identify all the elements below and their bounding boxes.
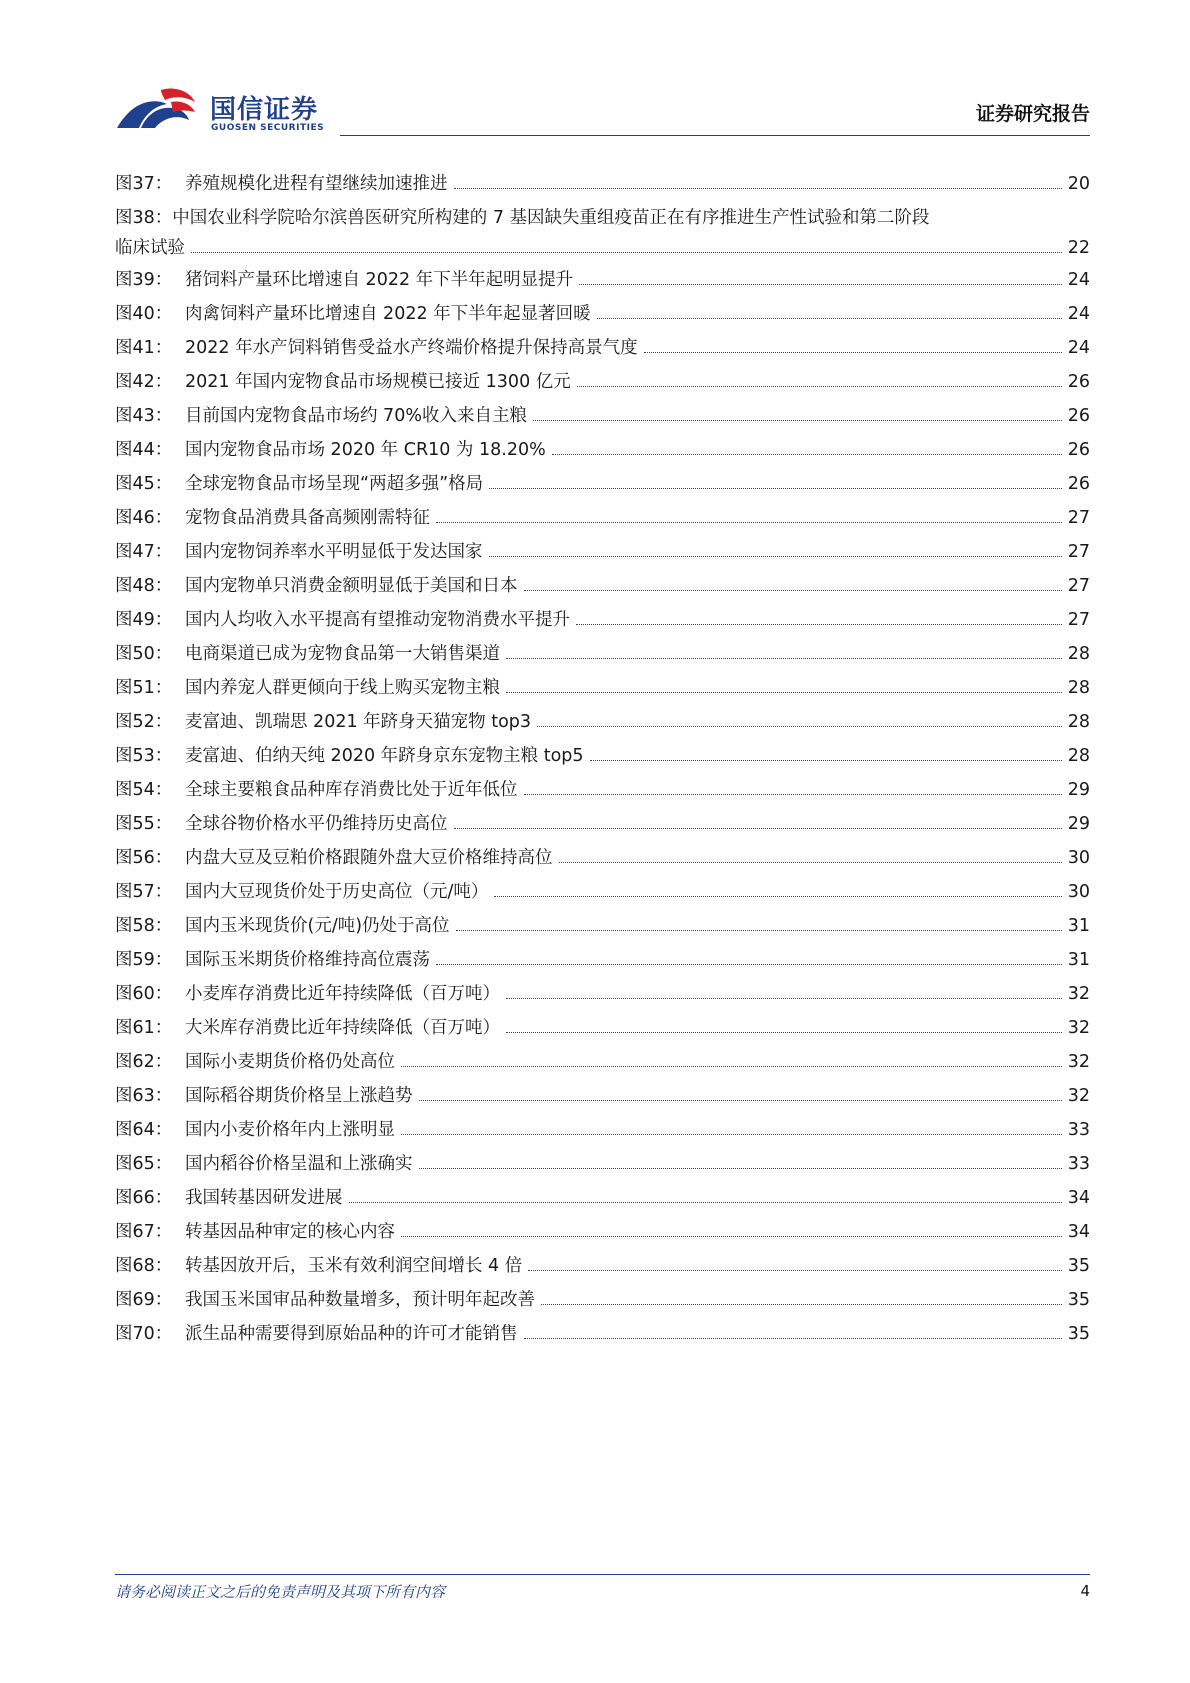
toc-entry-page: 27 (1067, 508, 1090, 528)
toc-entry[interactable] (115, 1015, 1090, 1049)
toc-entry[interactable] (115, 1151, 1090, 1185)
toc-entry-page: 31 (1067, 950, 1090, 970)
toc-entry[interactable] (115, 369, 1090, 403)
toc-entry-title: 国内稻谷价格呈温和上涨确实 (185, 1154, 413, 1174)
toc-entry[interactable] (115, 1253, 1090, 1287)
toc-entry-page: 35 (1067, 1256, 1090, 1276)
toc-entry-title: 国内玉米现货价(元/吨)仍处于高位 (185, 916, 450, 936)
toc-entry-title: 我国玉米国审品种数量增多，预计明年起改善 (185, 1290, 535, 1310)
dot-leader (506, 998, 1062, 999)
toc-entry-page: 26 (1067, 474, 1090, 494)
toc-entry-title-continued: 临床试验 (115, 238, 185, 258)
toc-entry-page: 20 (1067, 174, 1090, 194)
toc-entry[interactable] (115, 171, 1090, 205)
header-divider (340, 135, 1090, 136)
toc-entry[interactable] (115, 1049, 1090, 1083)
toc-entry[interactable] (115, 743, 1090, 777)
dot-leader (506, 692, 1062, 693)
toc-entry-title: 国内宠物食品市场 2020 年 CR10 为 18.20% (185, 440, 546, 460)
dot-leader (524, 1338, 1062, 1339)
toc-entry[interactable] (115, 641, 1090, 675)
toc-entry[interactable] (115, 471, 1090, 505)
toc-entry[interactable] (115, 1287, 1090, 1321)
toc-entry-title: 全球主要粮食品种库存消费比处于近年低位 (185, 780, 518, 800)
toc-entry-number: 图55： (115, 814, 173, 834)
page-header (115, 84, 1090, 138)
toc-entry-title: 我国转基因研发进展 (185, 1188, 343, 1208)
dot-leader (506, 1032, 1062, 1033)
dot-leader (541, 1304, 1062, 1305)
toc-entry-title: 国内人均收入水平提高有望推动宠物消费水平提升 (185, 610, 570, 630)
toc-entry-number: 图52： (115, 712, 173, 732)
toc-entry-number: 图48： (115, 576, 173, 596)
toc-entry-title: 转基因放开后，玉米有效利润空间增长 4 倍 (185, 1256, 523, 1276)
toc-entry-title: 中国农业科学院哈尔滨兽医研究所构建的 7 基因缺失重组疫苗正在有序推进生产性试验和第二阶段 (172, 208, 930, 228)
toc-entry-number: 图43： (115, 406, 173, 426)
toc-entry[interactable] (115, 675, 1090, 709)
toc-entry-page: 29 (1067, 780, 1090, 800)
toc-entry-page: 26 (1067, 406, 1090, 426)
toc-entry[interactable] (115, 777, 1090, 811)
toc-entry-page: 24 (1067, 270, 1090, 290)
toc-entry-number: 图44： (115, 440, 173, 460)
toc-entry[interactable] (115, 709, 1090, 743)
toc-entry-line (115, 235, 1090, 265)
toc-entry-number: 图63： (115, 1086, 173, 1106)
toc-entry-title: 小麦库存消费比近年持续降低（百万吨） (185, 984, 500, 1004)
dot-leader (419, 1168, 1062, 1169)
dot-leader (489, 556, 1062, 557)
toc-entry[interactable] (115, 573, 1090, 607)
toc-entry-page: 28 (1067, 746, 1090, 766)
toc-entry[interactable] (115, 437, 1090, 471)
dot-leader (401, 1134, 1062, 1135)
dot-leader (494, 896, 1061, 897)
toc-entry-number: 图58： (115, 916, 173, 936)
toc-entry-title: 国内宠物饲养率水平明显低于发达国家 (185, 542, 483, 562)
toc-entry[interactable] (115, 879, 1090, 913)
toc-entry-title: 国际稻谷期货价格呈上涨趋势 (185, 1086, 413, 1106)
toc-entry-page: 34 (1067, 1222, 1090, 1242)
dot-leader (436, 964, 1062, 965)
toc-entry-title: 肉禽饲料产量环比增速自 2022 年下半年起显著回暖 (185, 304, 591, 324)
toc-entry-page: 24 (1067, 304, 1090, 324)
toc-entry[interactable] (115, 539, 1090, 573)
toc-entry-title: 目前国内宠物食品市场约 70%收入来自主粮 (185, 406, 527, 426)
toc-entry-page: 27 (1067, 576, 1090, 596)
toc-entry-number: 图37： (115, 174, 173, 194)
toc-entry-number: 图56： (115, 848, 173, 868)
toc-entry[interactable] (115, 1219, 1090, 1253)
toc-entry-number: 图51： (115, 678, 173, 698)
toc-entry-page: 26 (1067, 440, 1090, 460)
toc-entry-page: 32 (1067, 1086, 1090, 1106)
toc-entry-title: 养殖规模化进程有望继续加速推进 (185, 174, 448, 194)
dot-leader (489, 488, 1062, 489)
toc-entry-number: 图40： (115, 304, 173, 324)
toc-entry[interactable] (115, 811, 1090, 845)
dot-leader (506, 658, 1062, 659)
toc-entry-page: 28 (1067, 644, 1090, 664)
toc-entry-page: 30 (1067, 882, 1090, 902)
dot-leader (577, 386, 1062, 387)
toc-entry-page: 28 (1067, 678, 1090, 698)
toc-entry-title: 电商渠道已成为宠物食品第一大销售渠道 (185, 644, 500, 664)
dot-leader (528, 1270, 1061, 1271)
toc-entry-line (115, 205, 1090, 235)
toc-entry[interactable] (115, 301, 1090, 335)
toc-entry-title: 麦富迪、伯纳天纯 2020 年跻身京东宠物主粮 top5 (185, 746, 584, 766)
toc-entry-title: 麦富迪、凯瑞思 2021 年跻身天猫宠物 top3 (185, 712, 532, 732)
toc-entry-page: 31 (1067, 916, 1090, 936)
toc-entry-number: 图54： (115, 780, 173, 800)
dot-leader (349, 1202, 1062, 1203)
toc-entry-title: 大米库存消费比近年持续降低（百万吨） (185, 1018, 500, 1038)
toc-entry-number: 图46： (115, 508, 173, 528)
page-number: 4 (1080, 1582, 1090, 1600)
toc-entry-title: 国内养宠人群更倾向于线上购买宠物主粮 (185, 678, 500, 698)
toc-entry-title: 猪饲料产量环比增速自 2022 年下半年起明显提升 (185, 270, 574, 290)
toc-entry-number: 图70： (115, 1324, 173, 1344)
toc-entry[interactable] (115, 205, 1090, 267)
toc-entry-title: 转基因品种审定的核心内容 (185, 1222, 395, 1242)
dot-leader (597, 318, 1062, 319)
toc-entry[interactable] (115, 1117, 1090, 1151)
toc-entry-title: 国内大豆现货价处于历史高位（元/吨） (185, 882, 489, 902)
toc-entry[interactable] (115, 1185, 1090, 1219)
toc-entry-number: 图60： (115, 984, 173, 1004)
toc-entry-number: 图57： (115, 882, 173, 902)
toc-entry-title: 国内宠物单只消费金额明显低于美国和日本 (185, 576, 518, 596)
toc-entry-page: 24 (1067, 338, 1090, 358)
toc-entry-title: 2021 年国内宠物食品市场规模已接近 1300 亿元 (185, 372, 571, 392)
toc-entry[interactable] (115, 607, 1090, 641)
logo-mark-icon (115, 84, 205, 138)
dot-leader (579, 284, 1062, 285)
toc-entry-number: 图65： (115, 1154, 173, 1174)
dot-leader (454, 828, 1062, 829)
toc-entry-title: 国际小麦期货价格仍处高位 (185, 1052, 395, 1072)
footer-divider (115, 1574, 1090, 1575)
toc-entry-number: 图50： (115, 644, 173, 664)
dot-leader (533, 420, 1062, 421)
logo-chinese-name: 国信证券 (210, 95, 319, 125)
figure-index-list (115, 171, 1090, 1355)
dot-leader (454, 188, 1062, 189)
toc-entry-number: 图66： (115, 1188, 173, 1208)
dot-leader (401, 1066, 1062, 1067)
toc-entry[interactable] (115, 1083, 1090, 1117)
toc-entry-number: 图59： (115, 950, 173, 970)
dot-leader (401, 1236, 1062, 1237)
dot-leader (559, 862, 1062, 863)
toc-entry-number: 图69： (115, 1290, 173, 1310)
toc-entry-page: 35 (1067, 1324, 1090, 1344)
toc-entry-title: 全球宠物食品市场呈现“两超多强”格局 (185, 474, 484, 494)
dot-leader (456, 930, 1062, 931)
toc-entry-page: 28 (1067, 712, 1090, 732)
toc-entry-number: 图53： (115, 746, 173, 766)
toc-entry-title: 派生品种需要得到原始品种的许可才能销售 (185, 1324, 518, 1344)
dot-leader (590, 760, 1062, 761)
toc-entry-page: 30 (1067, 848, 1090, 868)
toc-entry[interactable] (115, 845, 1090, 879)
dot-leader (436, 522, 1062, 523)
toc-entry-number: 图67： (115, 1222, 173, 1242)
toc-entry-title: 国际玉米期货价格维持高位震荡 (185, 950, 430, 970)
toc-entry-number: 图61： (115, 1018, 173, 1038)
toc-entry[interactable] (115, 335, 1090, 369)
dot-leader (419, 1100, 1062, 1101)
toc-entry-page: 34 (1067, 1188, 1090, 1208)
toc-entry-page: 22 (1067, 238, 1090, 258)
toc-entry-number: 图47： (115, 542, 173, 562)
dot-leader (524, 590, 1062, 591)
toc-entry-page: 26 (1067, 372, 1090, 392)
logo-english-name: GUOSEN SECURITIES (211, 123, 325, 133)
toc-entry-title: 全球谷物价格水平仍维持历史高位 (185, 814, 448, 834)
toc-entry-page: 29 (1067, 814, 1090, 834)
toc-entry[interactable] (115, 947, 1090, 981)
toc-entry-page: 32 (1067, 984, 1090, 1004)
toc-entry[interactable] (115, 505, 1090, 539)
toc-entry-page: 27 (1067, 610, 1090, 630)
dot-leader (644, 352, 1062, 353)
toc-entry-number: 图64： (115, 1120, 173, 1140)
toc-entry-number: 图45： (115, 474, 173, 494)
toc-entry-page: 33 (1067, 1120, 1090, 1140)
toc-entry-title: 宠物食品消费具备高频刚需特征 (185, 508, 430, 528)
dot-leader (576, 624, 1062, 625)
dot-leader (537, 726, 1062, 727)
toc-entry-title: 国内小麦价格年内上涨明显 (185, 1120, 395, 1140)
toc-entry[interactable] (115, 403, 1090, 437)
toc-entry-page: 32 (1067, 1052, 1090, 1072)
footer-disclaimer: 请务必阅读正文之后的免责声明及其项下所有内容 (115, 1583, 446, 1601)
toc-entry-page: 27 (1067, 542, 1090, 562)
toc-entry-number: 图42： (115, 372, 173, 392)
toc-entry[interactable] (115, 981, 1090, 1015)
toc-entry[interactable] (115, 913, 1090, 947)
toc-entry-number: 图68： (115, 1256, 173, 1276)
dot-leader (524, 794, 1062, 795)
toc-entry-number: 图49： (115, 610, 173, 630)
toc-entry-number: 图39： (115, 270, 173, 290)
document-type-label: 证券研究报告 (975, 103, 1090, 125)
toc-entry-number: 图41： (115, 338, 173, 358)
dot-leader (552, 454, 1062, 455)
toc-entry-page: 33 (1067, 1154, 1090, 1174)
toc-entry-title: 内盘大豆及豆粕价格跟随外盘大豆价格维持高位 (185, 848, 553, 868)
toc-entry-title: 2022 年水产饲料销售受益水产终端价格提升保持高景气度 (185, 338, 638, 358)
company-logo (115, 84, 355, 138)
toc-entry[interactable] (115, 1321, 1090, 1355)
toc-entry[interactable] (115, 267, 1090, 301)
toc-entry-number: 图62： (115, 1052, 173, 1072)
toc-entry-page: 32 (1067, 1018, 1090, 1038)
toc-entry-page: 35 (1067, 1290, 1090, 1310)
toc-entry-number: 图38： (115, 208, 173, 228)
dot-leader (191, 252, 1062, 253)
